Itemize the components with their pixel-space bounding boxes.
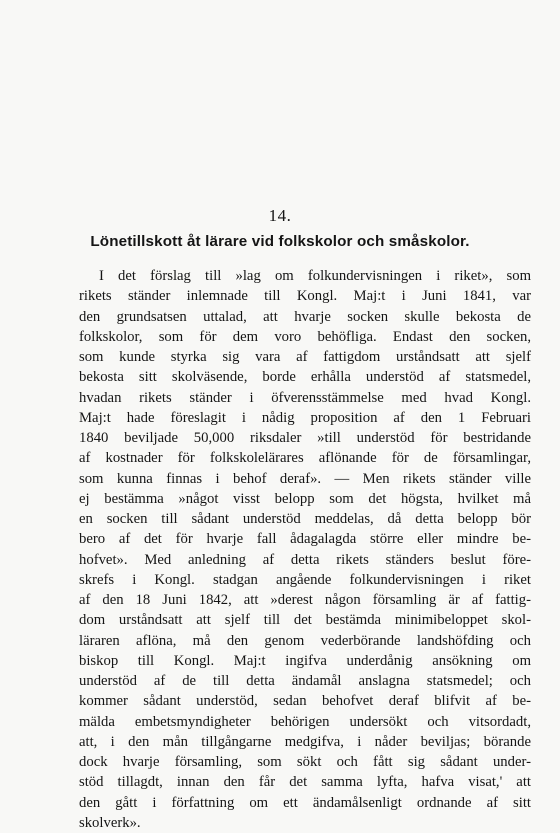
- text-line: som kunde styrka sig vara af fattigdom urståndsatt att sjelf: [79, 349, 531, 365]
- text-line: 1840 beviljade 50,000 riksdaler »till understöd för bestridande: [79, 430, 531, 446]
- text-line: hvadan rikets ständer i öfverensstämmelse med hvad Kongl.: [79, 389, 531, 406]
- text-line: hofvet». Med anledning af detta rikets ständers beslut före-: [79, 551, 531, 568]
- text-line: understöd af de till detta ändamål anslagna statsmedel; och: [79, 673, 531, 689]
- text-line: Maj:t hade föreslagit i nådig proposition af den 1 Februari: [79, 409, 531, 426]
- text-line: dock hvarje församling, som sökt och fått sig sådant under-: [79, 754, 531, 770]
- text-line: rikets ständer inlemnade till Kongl. Maj:t i Juni 1841, var: [79, 288, 531, 305]
- text-line: stöd tillagdt, innan den får det samma lyfta, hafva visat,' att: [79, 774, 531, 791]
- text-line: mälda embetsmyndigheter behörigen undersökt och vitsordadt,: [79, 713, 531, 730]
- text-line: skolverk».: [79, 814, 141, 831]
- text-line: skrefs i Kongl. stadgan angående folkundervisningen i riket: [79, 571, 531, 588]
- text-line: af kostnader för folkskolelärares aflönande för de församlingar,: [79, 450, 531, 467]
- text-line: en socken till sådant understöd meddelas, då detta belopp bör: [79, 511, 531, 527]
- text-line: kommer sådant understöd, sedan behofvet deraf blifvit af be-: [79, 693, 531, 710]
- text-line: den gått i författning om ett ändamålsenligt ordnande af sitt: [79, 794, 531, 811]
- text-line: I det förslag till »lag om folkundervisningen i riket», som: [99, 268, 531, 284]
- text-line: som kunna finnas i behof deraf». — Men rikets ständer ville: [79, 470, 531, 487]
- text-line: bekosta sitt skolväsende, borde erhålla understöd af statsmedel,: [79, 369, 531, 386]
- text-line: ej bestämma »något visst belopp som det högsta, hvilket må: [79, 490, 531, 507]
- text-line: den grundsatsen uttalad, att hvarje socken skulle bekosta de: [79, 308, 531, 325]
- text-line: folkskolor, som för dem voro behöfliga. Endast den socken,: [79, 328, 531, 345]
- body-paragraph: [79, 266, 531, 833]
- text-line: af den 18 Juni 1842, att »derest någon församling är af fattig-: [79, 592, 531, 608]
- text-line: bero af det för hvarje fall ådagalagda större eller mindre be-: [79, 531, 531, 548]
- text-line: biskop till Kongl. Maj:t ingifva underdånig ansökning om: [79, 652, 531, 669]
- text-line: läraren aflöna, må den genom vederbörande landshöfding och: [79, 632, 531, 649]
- page-number: 14.: [268, 206, 292, 225]
- text-line: att, i den mån tillgångarne medgifva, i nåder beviljas; börande: [79, 733, 531, 750]
- text-line: dom urståndsatt att sjelf till det bestämda minimibeloppet skol-: [79, 612, 531, 629]
- section-heading: Lönetillskott åt lärare vid folkskolor och småskolor.: [90, 233, 470, 250]
